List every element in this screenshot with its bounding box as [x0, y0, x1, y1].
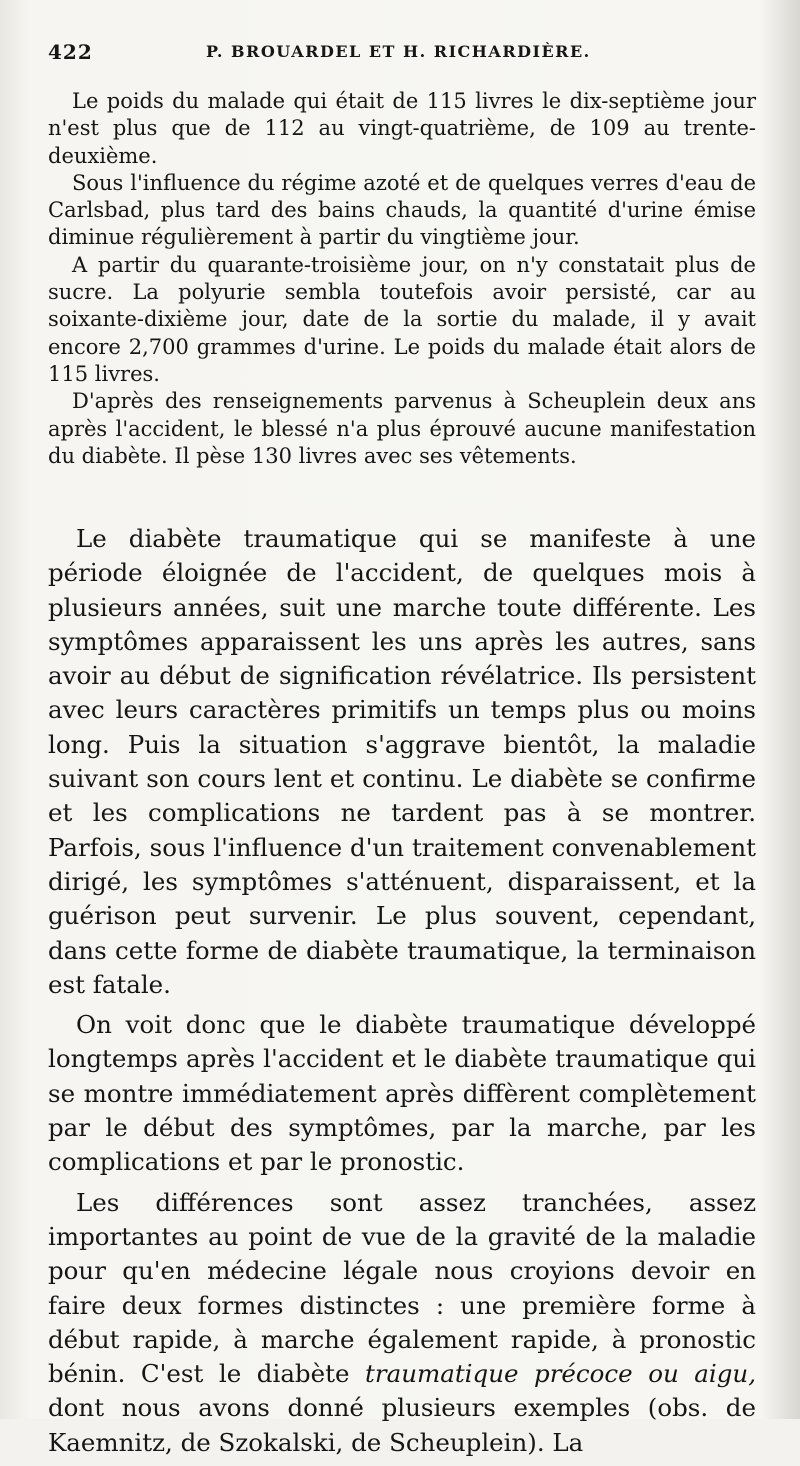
paragraph-text: Les différences sont assez tranchées, assez importantes au point de vue de la gravité de la maladie pour qu'en médecine légale nous croyions devoir en faire deux formes distinctes : une première forme à début rapide, à marche également rapide, à pronostic bénin. C'est le diabète: [48, 1187, 756, 1389]
paragraph: On voit donc que le diabète traumatique développé longtemps après l'accident et le diabète traumatique qui se montre immédiatement après diffèrent complètement par le début des symptômes, par la marche, par les complications et par le pronostic.: [48, 1010, 756, 1177]
page-number: 422: [48, 40, 93, 64]
running-title: P. BROUARDEL ET H. RICHARDIÈRE.: [206, 42, 591, 61]
paragraph: Le poids du malade qui était de 115 livres le dix-septième jour n'est plus que de 112 au vingt-quatrième, de 109 au trente-deuxième.: [48, 89, 756, 168]
page-header: [48, 40, 760, 70]
case-report-text: [48, 88, 756, 470]
italic-term: traumatique précoce ou aigu,: [365, 1359, 756, 1389]
paragraph: Sous l'influence du régime azoté et de quelques verres d'eau de Carlsbad, plus tard des bains chauds, la quantité d'urine émise diminue régulièrement à partir du vingtième jour.: [48, 170, 756, 250]
main-text: [48, 522, 756, 1466]
paragraph: A partir du quarante-troisième jour, on n'y constatait plus de sucre. La polyurie sembla toutefois avoir persisté, car au soixante-dixième jour, date de la sortie du malade, il y avait encore 2,700 grammes d'urine. Le poids du malade était alors de 115 livres.: [48, 252, 756, 386]
paragraph: Le diabète traumatique qui se manifeste à une période éloignée de l'accident, de quelques mois à plusieurs années, suit une marche toute différente. Les symptômes apparaissent les uns après les autres, sans avoir au début de signification révélatrice. Ils persistent avec leurs caractères primitifs un temps plus ou moins long. Puis la situation s'aggrave bientôt, la maladie suivant son cours lent et continu. Le diabète se confirme et les complications ne tardent pas à se montrer. Parfois, sous l'influence d'un traitement convenablement dirigé, les symptômes s'atténuent, disparaissent, et la guérison peut survenir. Le plus souvent, cependant, dans cette forme de diabète traumatique, la terminaison est fatale.: [48, 524, 756, 999]
paragraph: D'après des renseignements parvenus à Scheuplein deux ans après l'accident, le blessé n'a plus éprouvé aucune manifestation du diabète. Il pèse 130 livres avec ses vêtements.: [48, 389, 756, 468]
paragraph-text: dont nous avons donné plusieurs exemples (obs. de Kaemnitz, de Szokalski, de Scheuplein). La: [48, 1393, 756, 1457]
